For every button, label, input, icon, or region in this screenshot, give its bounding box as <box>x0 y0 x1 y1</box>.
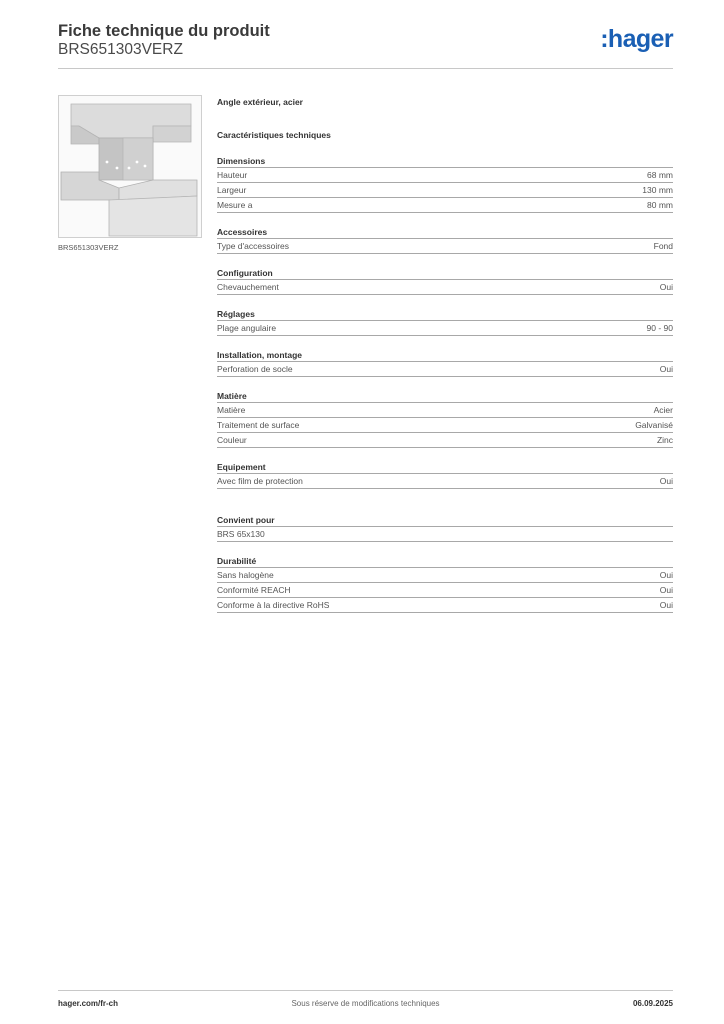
footer-disclaimer: Sous réserve de modifications techniques <box>291 999 440 1008</box>
spec-value: Oui <box>659 600 673 610</box>
group-title: Installation, montage <box>217 349 673 362</box>
spec-value: 90 - 90 <box>646 323 673 333</box>
spec-row <box>217 321 673 336</box>
spec-label: Conforme à la directive RoHS <box>217 600 330 610</box>
spec-row <box>217 280 673 295</box>
footer-date: 06.09.2025 <box>632 999 673 1008</box>
product-name: Angle extérieur, acier <box>217 97 303 107</box>
product-reference: BRS651303VERZ <box>58 41 183 58</box>
spec-value: Zinc <box>656 435 673 445</box>
spec-group-accessoires <box>217 226 673 254</box>
product-image <box>58 95 202 238</box>
specs-section-title: Caractéristiques techniques <box>217 130 331 140</box>
spec-row <box>217 168 673 183</box>
footer-website[interactable]: hager.com/fr-ch <box>58 999 119 1008</box>
hager-logo: :hager <box>600 25 673 53</box>
spec-group-matiere <box>217 390 673 448</box>
spec-row <box>217 198 673 213</box>
page-header <box>58 21 673 69</box>
spec-group-reglages <box>217 308 673 336</box>
spec-row <box>217 583 673 598</box>
spec-group-configuration <box>217 267 673 295</box>
spec-label: Chevauchement <box>217 282 279 292</box>
group-title: Réglages <box>217 308 673 321</box>
group-title: Durabilité <box>217 555 673 568</box>
spec-label: Traitement de surface <box>217 420 300 430</box>
spec-label: BRS 65x130 <box>217 529 265 539</box>
spec-value: Acier <box>653 405 673 415</box>
spec-value: Fond <box>653 241 673 251</box>
spec-group-equipement <box>217 461 673 489</box>
spec-row <box>217 433 673 448</box>
spec-row <box>217 403 673 418</box>
spec-row <box>217 239 673 254</box>
spec-row <box>217 568 673 583</box>
spec-value: 68 mm <box>647 170 673 180</box>
spec-row <box>217 362 673 377</box>
angle-bracket-product-icon <box>59 96 201 237</box>
spec-label: Sans halogène <box>217 570 274 580</box>
spec-row <box>217 418 673 433</box>
spec-label: Plage angulaire <box>217 323 277 333</box>
spec-label: Perforation de socle <box>217 364 293 374</box>
page-footer <box>58 990 673 1008</box>
spec-value: 80 mm <box>647 200 673 210</box>
spec-group-dimensions <box>217 155 673 213</box>
group-title: Accessoires <box>217 226 673 239</box>
spec-label: Conformité REACH <box>217 585 291 595</box>
spec-value: Oui <box>659 570 673 580</box>
spec-value: Galvanisé <box>635 420 673 430</box>
spec-value: Oui <box>659 476 673 486</box>
spec-row <box>217 474 673 489</box>
spec-label: Couleur <box>217 435 247 445</box>
spec-group-convient-pour <box>217 514 673 542</box>
spec-label: Matière <box>217 405 246 415</box>
document-title: Fiche technique du produit <box>58 22 270 40</box>
spec-label: Avec film de protection <box>217 476 303 486</box>
group-title: Equipement <box>217 461 673 474</box>
spec-row <box>217 527 673 542</box>
spec-group-installation <box>217 349 673 377</box>
spec-value: Oui <box>659 585 673 595</box>
spec-group-durabilite <box>217 555 673 613</box>
spec-value: 130 mm <box>642 185 673 195</box>
spec-row <box>217 183 673 198</box>
spec-label: Mesure a <box>217 200 253 210</box>
group-title: Matière <box>217 390 673 403</box>
spec-label: Hauteur <box>217 170 248 180</box>
group-title: Configuration <box>217 267 673 280</box>
image-caption: BRS651303VERZ <box>58 243 119 252</box>
spec-value: Oui <box>659 282 673 292</box>
spec-label: Type d'accessoires <box>217 241 290 251</box>
spec-row <box>217 598 673 613</box>
specifications <box>217 96 673 613</box>
spec-value: Oui <box>659 364 673 374</box>
spec-label: Largeur <box>217 185 247 195</box>
group-title: Dimensions <box>217 155 673 168</box>
group-title: Convient pour <box>217 514 673 527</box>
